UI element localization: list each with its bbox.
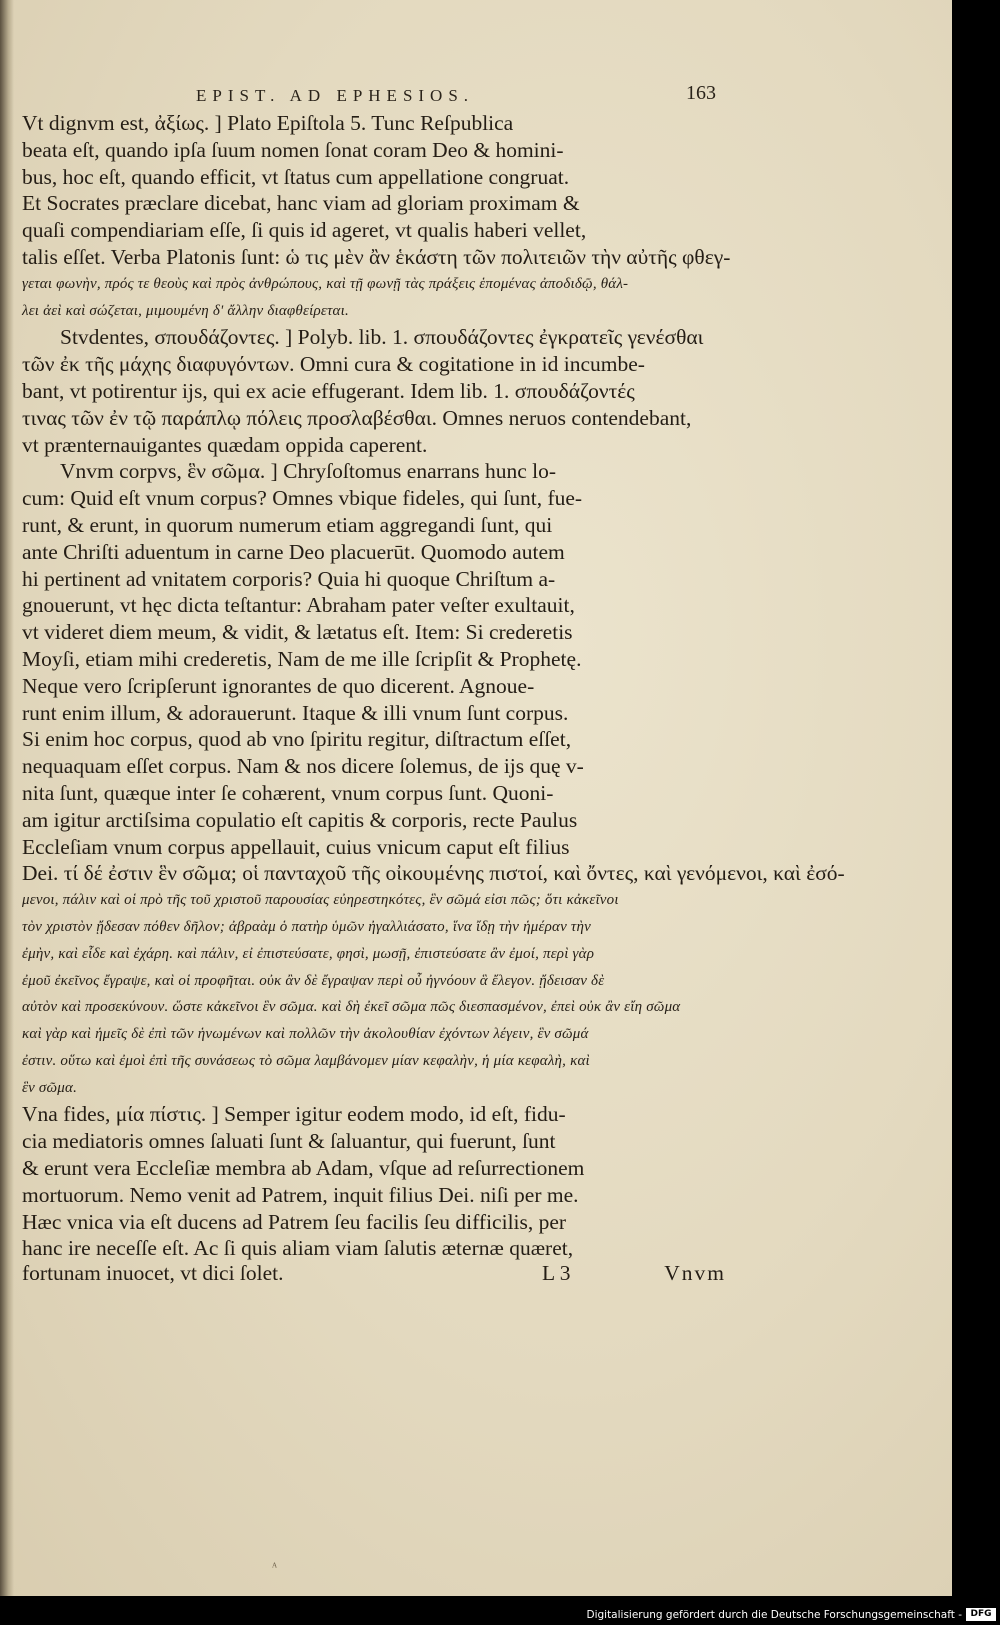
- text-line: Vna fides, μία πίστις. ] Semper igitur eodem modo, id eſt, fidu-: [22, 1102, 566, 1127]
- text-line: cum: Quid eſt vnum corpus? Omnes vbique fideles, qui ſunt, fue-: [22, 486, 583, 511]
- text-line: Vt dignvm est, ἀξίως. ] Plato Epiſtola 5. Tunc Reſpublica: [22, 111, 514, 135]
- body-text: [22, 110, 845, 1262]
- text-line: Dei. τί δέ ἐστιν ἓν σῶμα; οἱ πανταχοῦ τῆς οἰκουμένης πιστοί, καὶ ὄντες, καὶ γενόμενοι, καὶ ἐσό-: [22, 861, 845, 886]
- text-line: & erunt vera Eccleſiæ membra ab Adam, vſque ad reſurrectionem: [22, 1156, 585, 1181]
- text-line: nequaquam eſſet corpus. Nam & nos dicere ſolemus, de ijs quę v-: [22, 754, 584, 779]
- text-line: bant, vt potirentur ijs, qui ex acie effugerant. Idem lib. 1. σπουδάζοντές: [22, 378, 635, 403]
- text-line: hi pertinent ad vnitatem corporis? Quia hi quoque Chriſtum a-: [22, 566, 556, 591]
- text-line: vt prænternauigantes quædam oppida caperent.: [22, 432, 428, 457]
- running-head: [196, 82, 716, 112]
- text-line: runt enim illum, & adorauerunt. Itaque & illi vnum ſunt corpus.: [22, 700, 569, 725]
- text-line: τὸν χριστὸν ᾔδεσαν πόθεν δῆλον; ἀβραὰμ ὁ πατὴρ ὑμῶν ἠγαλλιάσατο, ἵνα ἴδῃ τὴν ἡμέραν τὴν: [22, 918, 591, 935]
- text-line: Eccleſiam vnum corpus appellauit, cuius vnicum caput eſt filius: [22, 834, 570, 859]
- footer-last-line: fortunam inuocet, vt dici ſolet.: [22, 1261, 284, 1285]
- signature-mark: L 3: [542, 1261, 571, 1285]
- text-line: runt, & erunt, in quorum numerum etiam aggregandi ſunt, qui: [22, 512, 553, 537]
- text-line: μενοι, πάλιν καὶ οἱ πρὸ τῆς τοῦ χριστοῦ παρουσίας εὐηρεστηκότες, ἓν σῶμά εἰσι πῶς; ὅτι κἀκεῖνοι: [22, 892, 619, 909]
- text-line: καὶ γὰρ καὶ ἡμεῖς δὲ ἐπὶ τῶν ἡνωμένων καὶ πολλῶν τὴν ἀκολουθίαν ἐχόντων λέγειν, ἓν σῶμά: [22, 1026, 589, 1043]
- text-line: beata eſt, quando ipſa ſuum nomen ſonat coram Deo & homini-: [22, 137, 564, 162]
- text-line: λει ἀεὶ καὶ σώζεται, μιμουμένη δ' ἄλλην διαφθείρεται.: [22, 302, 349, 319]
- text-line: am igitur arctiſsima copulatio eſt capitis & corporis, recte Paulus: [22, 807, 578, 832]
- text-line: gnouerunt, vt hęc dicta teſtantur: Abraham pater veſter exultauit,: [22, 593, 575, 618]
- running-head-title: EPIST. AD EPHESIOS.: [196, 86, 475, 105]
- text-line: Si enim hoc corpus, quod ab vno ſpiritu regitur, diſtractum eſſet,: [22, 727, 572, 752]
- text-line: bus, hoc eſt, quando efficit, vt ſtatus cum appellatione congruat.: [22, 164, 570, 189]
- text-line: αὐτὸν καὶ προσεκύνουν. ὥστε κἀκεῖνοι ἓν σῶμα. καὶ δὴ ἐκεῖ σῶμα πῶς διεσπασμένον, ἐπεὶ οὐκ ἂν εἴη σῶμα: [22, 999, 681, 1016]
- text-line: mortuorum. Nemo venit ad Patrem, inquit filius Dei. niſi per me.: [22, 1182, 579, 1207]
- text-line: ante Chriſti aduentum in carne Deo placuerūt. Quomodo autem: [22, 539, 565, 564]
- text-line: hanc ire neceſſe eſt. Ac ſi quis aliam viam ſalutis æternæ quæret,: [22, 1236, 574, 1261]
- text-line: quaſi compendiariam eſſe, ſi quis id ageret, vt qualis haberi vellet,: [22, 218, 587, 243]
- text-line: ἐστιν. οὕτω καὶ ἐμοὶ ἐπὶ τῆς συνάσεως τὸ σῶμα λαμβάνομεν μίαν κεφαλὴν, ἡ μία κεφαλὴ, καὶ: [22, 1052, 590, 1069]
- text-line: talis eſſet. Verba Platonis ſunt: ὡ τις μὲν ἂν ἑκάστη τῶν πολιτειῶν τὴν αὐτῆς φθεγ-: [22, 244, 731, 269]
- text-line: Stvdentes, σπουδάζοντες. ] Polyb. lib. 1. σπουδάζοντες ἐγκρατεῖς γενέσθαι: [60, 325, 704, 350]
- text-line: γεται φωνὴν, πρός τε θεοὺς καὶ πρὸς ἀνθρώπους, καὶ τῇ φωνῇ τὰς πράξεις ἑπομένας ἀποδιδῷ, θάλ-: [22, 275, 629, 292]
- text-line: cia mediatoris omnes ſaluati ſunt & ſaluantur, qui fuerunt, ſunt: [22, 1129, 556, 1154]
- dfg-logo: DFG: [966, 1608, 996, 1621]
- text-line: τῶν ἐκ τῆς μάχης διαφυγόντων. Omni cura & cogitatione in id incumbe-: [22, 352, 645, 377]
- text-line: Neque vero ſcripſerunt ignorantes de quo dicerent. Agnoue-: [22, 673, 535, 698]
- digitization-credit: Digitalisierung gefördert durch die Deutsche Forschungsgemeinschaft -: [586, 1609, 962, 1621]
- text-line: τινας τῶν ἐν τῷ παράπλῳ πόλεις προσλαβέσθαι. Omnes neruos contendebant,: [22, 405, 692, 430]
- text-line: ἐμοῦ ἐκεῖνος ἔγραψε, καὶ οἱ προφῆται. οὐκ ἂν δὲ ἔγραψαν περὶ οὗ ἠγνόουν ἃ ἔλεγον. ᾔδεισαν δὲ: [22, 972, 605, 989]
- page-gutter-shadow: [0, 0, 14, 1596]
- catchword: Vnvm: [664, 1261, 726, 1285]
- text-line: nita ſunt, quæque inter ſe cohærent, vnum corpus ſunt. Quoni-: [22, 780, 554, 805]
- text-line: ἐμὴν, καὶ εἶδε καὶ ἐχάρη. καὶ πάλιν, εἰ ἐπιστεύσατε, φησὶ, μωσῇ, ἐπιστεύσατε ἂν ἐμοί, περὶ γὰρ: [22, 945, 595, 962]
- text-line: ἓν σῶμα.: [22, 1079, 78, 1096]
- page-number: 163: [686, 82, 716, 104]
- text-line: Vnvm corpvs, ἓν σῶμα. ] Chryſoſtomus enarrans hunc lo-: [60, 459, 557, 484]
- text-line: Hæc vnica via eſt ducens ad Patrem ſeu facilis ſeu difficilis, per: [22, 1209, 567, 1234]
- text-line: Et Socrates præclare dicebat, hanc viam ad gloriam proximam &: [22, 191, 580, 216]
- text-line: Moyſi, etiam mihi crederetis, Nam de me ille ſcripſit & Prophetę.: [22, 646, 582, 671]
- text-line: vt videret diem meum, & vidit, & lætatus eſt. Item: Si crederetis: [22, 620, 573, 645]
- page-footer: [22, 1259, 726, 1287]
- stray-ink-mark: ᴬ: [272, 1560, 278, 1574]
